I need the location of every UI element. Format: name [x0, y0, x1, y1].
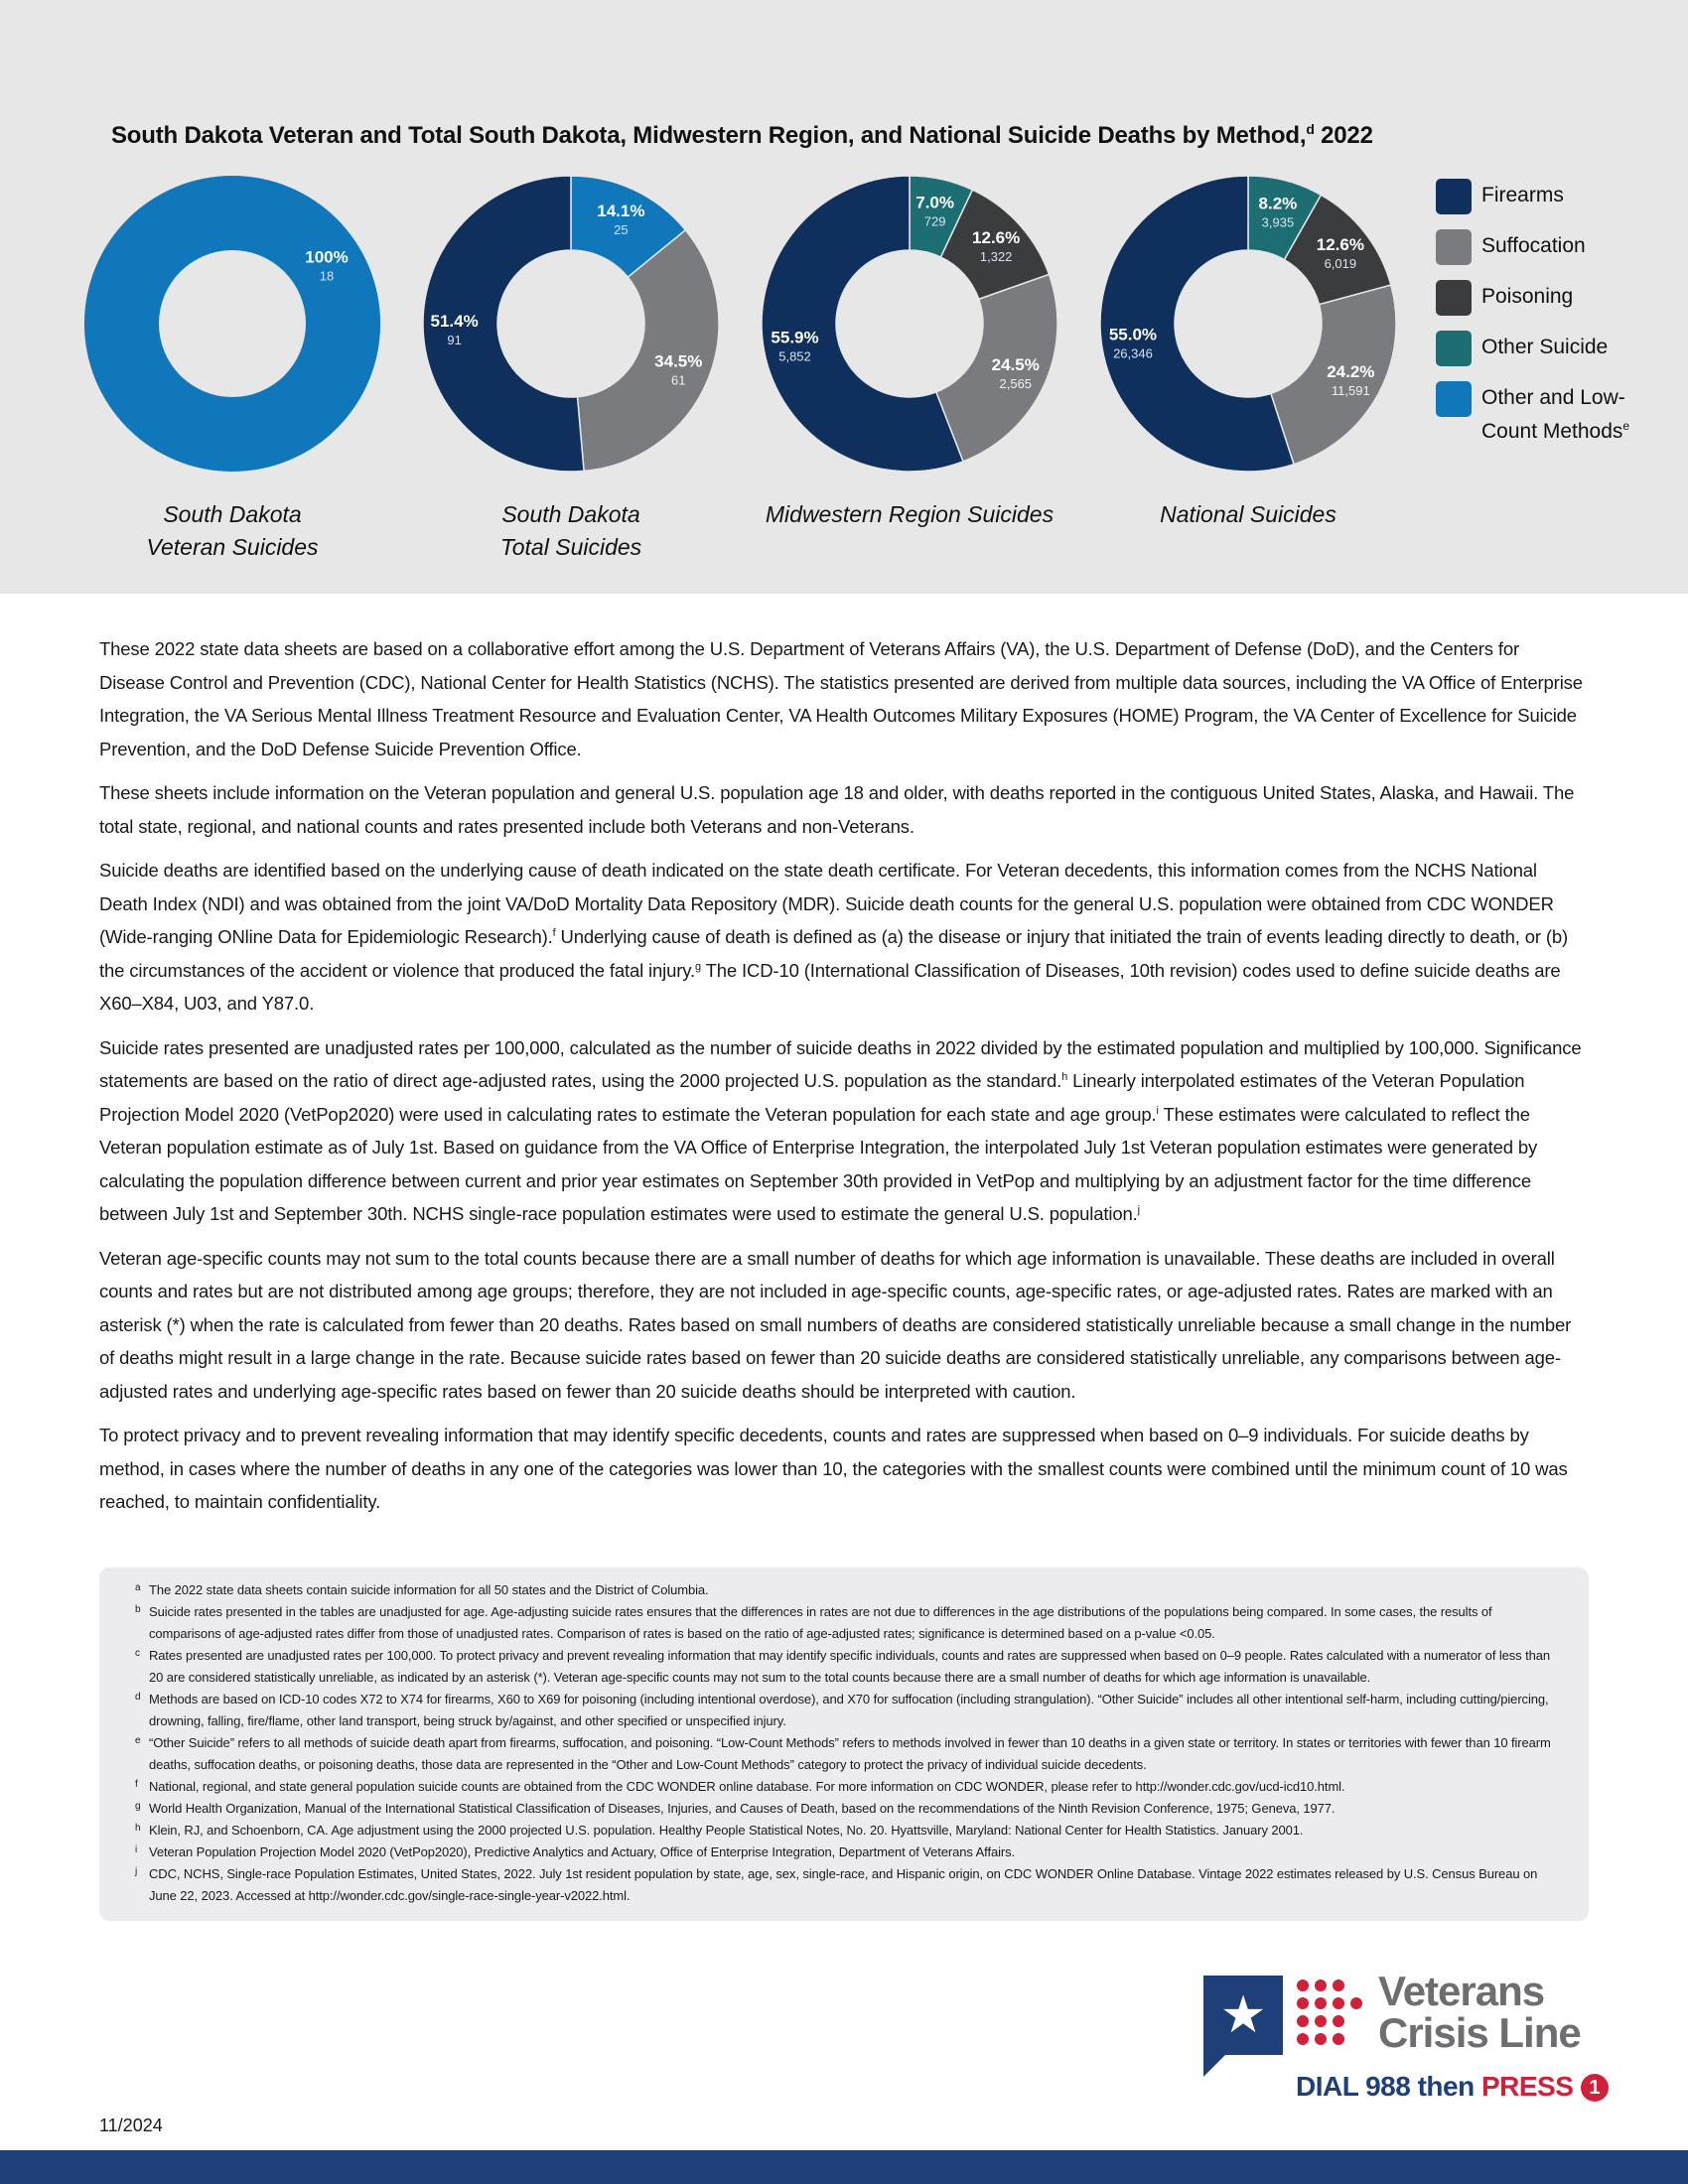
slice-count-label: 729 [923, 213, 946, 229]
paragraph: To protect privacy and to prevent revealing information that may identify specific decedents, counts and rates are suppressed when based on 0–9 individuals. For suicide deaths by method, in cases where the number of deaths in any one of the categories was lower than 10, the categories with the smallest counts were combined until the minimum count of 10 was reached, to maintain confidentiality. [99, 1425, 1568, 1512]
footnote: i Veteran Population Projection Model 2020 (VetPop2020), Predictive Analytics and Actuary, Office of Enterprise Integration, Department of Veterans Affairs. [135, 1844, 1016, 1859]
dot-icon [1297, 2033, 1309, 2045]
dot-icon [1297, 1997, 1309, 2009]
slice-percent-label: 12.6% [1316, 234, 1364, 254]
slice-count-label: 18 [319, 268, 335, 284]
slice-percent-label: 51.4% [430, 312, 479, 332]
slice-percent-label: 8.2% [1258, 194, 1298, 213]
chart-title: South Dakota Veteran and Total South Dakota, Midwestern Region, and National Suicide Deaths by Method,$^d$ 2022 [111, 121, 1373, 149]
dot-icon [1315, 2033, 1327, 2045]
slice-percent-label: 14.1% [597, 201, 645, 220]
number-one-badge: 1 [1581, 2074, 1609, 2102]
footnote: a The 2022 state data sheets contain suicide information for all 50 states and the District of Columbia. [135, 1582, 709, 1597]
slice-percent-label: 24.5% [991, 355, 1040, 375]
paragraph: These 2022 state data sheets are based on a collaborative effort among the U.S. Department of Veterans Affairs (VA), the U.S. Department of Defense (DoD), and the Centers for Disease Control and Prevention (CDC), National Center for Health Statistics (NCHS). The statistics presented are derived from multiple data sources, including the VA Office of Enterprise Integration, the VA Serious Mental Illness Treatment Resource and Evaluation Center, VA Health Outcomes Military Exposures (HOME) Program, the VA Center of Excellence for Suicide Prevention, and the DoD Defense Suicide Prevention Office. [99, 638, 1583, 759]
slice-percent-label: 100% [305, 247, 349, 267]
legend-swatch-firearms [1436, 179, 1472, 214]
slice-count-label: 91 [447, 333, 462, 348]
slice-count-label: 25 [614, 221, 629, 237]
slice-percent-label: 24.2% [1327, 361, 1375, 381]
legend-item-poisoning [1436, 280, 1674, 316]
slice-percent-label: 34.5% [654, 351, 703, 371]
logo-wordmark-crisis-line: Crisis Line [1378, 2009, 1581, 2056]
footnote: c Rates presented are unadjusted rates per 100,000. To protect privacy and prevent revealing information that may identify specific individuals, counts and rates are suppressed when based on 0–9 people. Rates calculated with a numerator of less than 20 are considered statistically unreliable, as indicated by an asterisk (*). Veteran age-specific counts may not sum to the total counts because there are a small number of deaths for which age information is unavailable. [135, 1648, 1550, 1685]
donut-slice-suffocation [578, 230, 719, 472]
caption-midwest: Midwestern Region Suicides [765, 501, 1055, 527]
footer-bar [0, 2150, 1688, 2184]
footnote: d Methods are based on ICD-10 codes X72 to X74 for firearms, X60 to X69 for poisoning (including intentional overdose), and X70 for suffocation (including strangulation). “Other Suicide” includes all other intentional self-harm, including cutting/piercing, drowning, falling, fire/flame, other land transport, being struck by/against, and other specified or unspecified injury. [135, 1692, 1549, 1728]
slice-count-label: 3,935 [1261, 214, 1295, 230]
legend-swatch-other-low-count [1436, 381, 1472, 417]
slice-count-label: 5,852 [778, 348, 811, 364]
chart-legend [1436, 179, 1674, 461]
legend-item-other-low-count [1436, 381, 1674, 446]
legend-swatch-other-suicide [1436, 331, 1472, 366]
veterans-crisis-line-logo [1203, 1968, 1601, 2105]
legend-label: Poisoning [1481, 285, 1574, 308]
slice-count-label: 1,322 [979, 249, 1013, 265]
caption-sd-total: South Dakota Total Suicides [499, 501, 642, 560]
footnote: e “Other Suicide” refers to all methods of suicide death apart from firearms, suffocation, and poisoning. “Low-Count Methods” refers to methods involved in fewer than 10 deaths in a given state or territory. In states or territories with fewer than 10 firearm deaths, suffocation deaths, or poisoning deaths, those data are represented in the “Other and Low-Count Methods” category to protect the privacy of individual suicide decedents. [135, 1735, 1551, 1772]
footnote: b Suicide rates presented in the tables are unadjusted for age. Age-adjusting suicide rates ensures that the differences in rates are not due to differences in the age distributions of the populations being compared. In some cases, the results of comparisons of age-adjusted rates differ from those of unadjusted rates. Comparison of rates is based on the ratio of age-adjusted rates; significance is determined based on a p-value <0.05. [135, 1604, 1492, 1641]
caption-sd-veteran: South Dakota Veteran Suicides [146, 501, 319, 560]
slice-count-label: 6,019 [1324, 255, 1357, 271]
logo-dial-instruction: DIAL 988 then PRESS 1 [1296, 2071, 1609, 2103]
legend-item-firearms [1436, 179, 1674, 214]
caption-national: National Suicides [1160, 501, 1336, 527]
dot-icon [1333, 2033, 1344, 2045]
dot-icon [1315, 1997, 1327, 2009]
footnote: j CDC, NCHS, Single-race Population Estimates, United States, 2022. July 1st resident population by state, age, sex, single-race, and Hispanic origin, on CDC WONDER Online Database. Vintage 2022 estimates released by U.S. Census Bureau on June 22, 2023. Accessed at http://wonder.cdc.gov/single-race-single-year-v2022.html. [135, 1866, 1538, 1903]
footnote: h Klein, RJ, and Schoenborn, CA. Age adjustment using the 2000 projected U.S. population. Healthy People Statistical Notes, No. 20. Hyattsville, Maryland: National Center for Health Statistics. January 2001. [135, 1823, 1304, 1838]
dot-icon [1315, 2015, 1327, 2027]
dot-icon [1333, 2015, 1344, 2027]
legend-item-suffocation [1436, 229, 1674, 265]
legend-swatch-suffocation [1436, 229, 1472, 265]
dot-icon [1315, 1979, 1327, 1991]
slice-percent-label: 12.6% [972, 228, 1021, 248]
paragraph: These sheets include information on the Veteran population and general U.S. population age 18 and older, with deaths reported in the contiguous United States, Alaska, and Hawaii. The total state, regional, and national counts and rates presented include both Veterans and non-Veterans. [99, 782, 1575, 837]
legend-label: Firearms [1481, 184, 1564, 206]
footnotes-box [99, 1568, 1589, 1921]
legend-label: Other and Low-Count Methods$^e$ [1481, 386, 1630, 443]
publication-date: 11/2024 [99, 2116, 163, 2135]
donut-slice-other-low-count [84, 176, 380, 472]
slice-percent-label: 7.0% [915, 193, 955, 212]
dot-icon [1297, 2015, 1309, 2027]
star-icon: ★ [1219, 1986, 1267, 2044]
dot-icon [1333, 1997, 1344, 2009]
logo-wordmark-veterans: Veterans [1378, 1968, 1545, 2014]
paragraph: Suicide deaths are identified based on the underlying cause of death indicated on the state death certificate. For Veteran decedents, this information comes from the NCHS National Death Index (NDI) and was obtained from the joint VA/DoD Mortality Data Repository (MDR). Suicide death counts for the general U.S. population were obtained from CDC WONDER (Wide-ranging ONline Data for Epidemiologic Research).$^f$ Underlying cause of death is defined as (a) the disease or injury that initiated the train of events leading directly to death, or (b) the circumstances of the accident or violence that produced the fatal injury.$^g$ The ICD-10 (International Classification of Diseases, 10th revision) codes used to define suicide deaths are X60–X84, U03, and Y87.0. [99, 860, 1568, 1014]
slice-count-label: 2,565 [999, 376, 1033, 392]
paragraph: Veteran age-specific counts may not sum to the total counts because there are a small number of deaths for which age information is unavailable. These deaths are included in overall counts and rates but are not distributed among age groups; therefore, they are not included in age-specific counts, age-specific rates, or age-adjusted rates. Rates are marked with an asterisk (*) when the rate is calculated from fewer than 20 deaths. Rates based on small numbers of deaths are considered statistically unreliable because a small change in the number of deaths might result in a large change in the rate. Because suicide rates based on fewer than 20 suicide deaths are considered statistically unreliable, any comparisons between age-adjusted rates and underlying age-specific rates based on fewer than 20 suicide deaths should be interpreted with caution. [99, 1247, 1572, 1402]
footnote: f National, regional, and state general population suicide counts are obtained from the CDC WONDER online database. For more information on CDC WONDER, please refer to http://wonder.cdc.gov/ucd-icd10.html. [135, 1779, 1345, 1794]
body-text [99, 632, 1589, 1530]
dot-icon [1297, 1979, 1309, 1991]
slice-count-label: 26,346 [1113, 345, 1153, 361]
dot-icon [1350, 1997, 1362, 2009]
legend-swatch-poisoning [1436, 280, 1472, 316]
dot-icon [1333, 1979, 1344, 1991]
slice-percent-label: 55.0% [1108, 325, 1158, 344]
legend-item-other-suicide [1436, 331, 1674, 366]
footnote: g World Health Organization, Manual of the International Statistical Classification of Diseases, Injuries, and Causes of Death, based on the recommendations of the Ninth Revision Conference, 1975; Geneva, 1977. [135, 1801, 1336, 1816]
paragraph: Suicide rates presented are unadjusted rates per 100,000, calculated as the number of suicide deaths in 2022 divided by the estimated population and multiplied by 100,000. Significance statements are based on the ratio of direct age-adjusted rates, using the 2000 projected U.S. population as the standard.$^h$ Linearly interpolated estimates of the Veteran Population Projection Model 2020 (VetPop2020) were used in calculating rates to estimate the Veteran population for each state and age group.$^i$ These estimates were calculated to reflect the Veteran population estimate as of July 1st. Based on guidance from the VA Office of Enterprise Integration, the interpolated July 1st Veteran population estimates were generated by calculating the population difference between current and prior year estimates on September 30th provided in VetPop and multiplying by an adjustment factor for the time difference between July 1st and September 30th. NCHS single-race population estimates were used to estimate the general U.S. population.$^j$ [99, 1036, 1582, 1224]
legend-label: Suffocation [1481, 234, 1586, 257]
legend-label: Other Suicide [1481, 336, 1609, 358]
slice-count-label: 11,591 [1331, 382, 1370, 398]
slice-count-label: 61 [671, 372, 686, 388]
speech-tail-icon [1203, 2055, 1225, 2077]
slice-percent-label: 55.9% [771, 328, 819, 347]
